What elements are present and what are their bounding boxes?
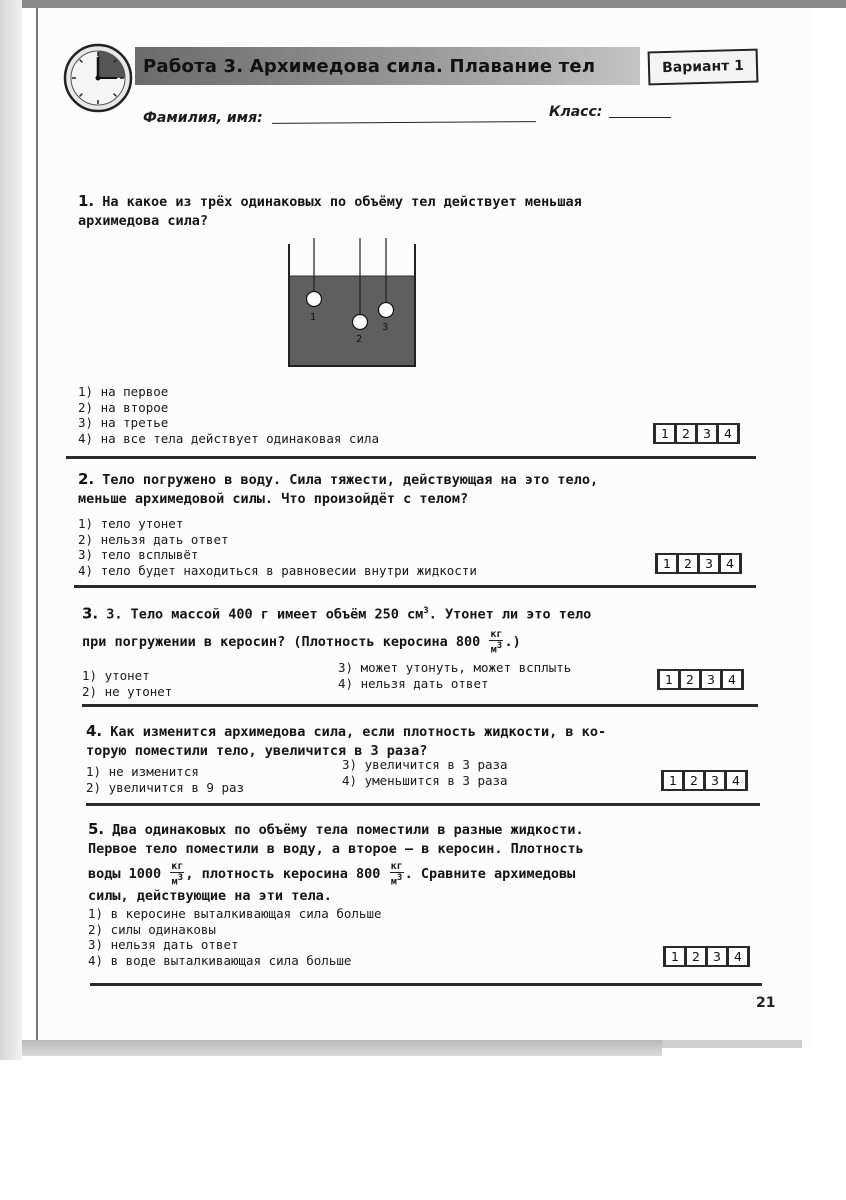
question-line: торую поместили тело, увеличится в 3 раза?	[86, 743, 428, 759]
beaker-figure	[287, 238, 417, 368]
option[interactable]: 3) увеличится в 3 раза	[342, 757, 508, 772]
question-3-options-left	[82, 668, 172, 699]
option[interactable]: 2) на второе	[78, 399, 169, 415]
scan-edge-top	[0, 0, 846, 8]
question-line: Как изменится архимедова сила, если плотность жидкости, в ко-	[110, 724, 607, 740]
option[interactable]: 3) тело всплывёт	[78, 547, 199, 562]
answer-cell[interactable]: 2	[679, 555, 697, 572]
answer-cell[interactable]: 4	[723, 671, 741, 688]
option[interactable]: 4) в воде выталкивающая сила больше	[88, 952, 352, 968]
question-3-options-right	[338, 660, 571, 691]
question-line: .)	[504, 633, 521, 650]
figure-label: 1	[310, 312, 317, 323]
answer-cell[interactable]: 2	[681, 671, 699, 688]
question-line: 3. Тело массой 400 г имеет объём 250 см	[106, 606, 424, 623]
option[interactable]: 3) может утонуть, может всплыть	[338, 660, 572, 675]
question-number: 2.	[78, 470, 95, 488]
question-1-text	[78, 192, 582, 231]
answer-cell[interactable]: 2	[677, 425, 695, 442]
question-number: 1.	[78, 192, 95, 210]
variant-badge: Вариант 1	[648, 49, 759, 86]
unit-denominator: м	[171, 876, 178, 888]
option[interactable]: 2) нельзя дать ответ	[78, 531, 229, 547]
figure-label: 3	[382, 322, 389, 333]
answer-cell[interactable]: 4	[727, 772, 745, 789]
option[interactable]: 1) на первое	[78, 384, 169, 399]
figure-label: 2	[356, 334, 363, 345]
question-3-text	[82, 602, 591, 655]
question-4-options-right	[342, 757, 508, 788]
question-5-text	[88, 820, 584, 906]
answer-cell[interactable]: 3	[700, 555, 718, 572]
option[interactable]: 2) силы одинаковы	[88, 921, 216, 937]
option[interactable]: 1) утонет	[82, 668, 150, 683]
divider	[74, 585, 756, 588]
answer-cell[interactable]: 3	[706, 772, 724, 789]
answer-cell[interactable]: 3	[702, 671, 720, 688]
scan-edge-bottom-right	[662, 1040, 802, 1048]
question-number: 3.	[82, 604, 99, 623]
unit-numerator: кг	[490, 628, 503, 640]
answer-cell[interactable]: 3	[708, 948, 726, 965]
question-line: при погружении в керосин? (Плотность керосина 800	[82, 633, 481, 650]
unit-denominator: м	[490, 643, 497, 655]
question-line: , плотность керосина 800	[185, 866, 381, 883]
option[interactable]: 4) нельзя дать ответ	[338, 675, 489, 691]
superscript: 3	[423, 606, 429, 616]
question-line: На какое из трёх одинаковых по объёму тел действует меньшая	[102, 194, 582, 210]
answer-cell[interactable]: 3	[698, 425, 716, 442]
question-4-text	[86, 722, 606, 761]
scan-edge-left	[0, 0, 22, 1060]
question-line: воды 1000	[88, 866, 162, 883]
answer-cell[interactable]: 4	[729, 948, 747, 965]
class-label: Класс:	[549, 104, 603, 120]
answer-cell[interactable]: 2	[685, 772, 703, 789]
answer-box-q1[interactable]	[653, 423, 740, 444]
unit-fraction	[390, 861, 404, 887]
page-number: 21	[756, 995, 776, 1011]
question-number: 4.	[86, 722, 103, 740]
question-line: . Сравните архимедовы	[404, 866, 576, 883]
answer-box-q5[interactable]	[663, 946, 750, 967]
answer-cell[interactable]: 4	[719, 425, 737, 442]
answer-box-q3[interactable]	[657, 669, 744, 690]
question-line: силы, действующие на эти тела.	[88, 888, 332, 905]
question-2-text	[78, 470, 598, 509]
name-label: Фамилия, имя:	[143, 110, 263, 126]
class-field[interactable]	[609, 117, 671, 118]
unit-numerator: кг	[171, 861, 184, 872]
option[interactable]: 1) тело утонет	[78, 516, 184, 531]
question-2-options	[78, 516, 477, 578]
superscript: 3	[177, 873, 184, 883]
option[interactable]: 2) не утонет	[82, 683, 173, 699]
option[interactable]: 1) в керосине выталкивающая сила больше	[88, 906, 382, 921]
option[interactable]: 3) на третье	[78, 415, 169, 430]
question-4-options-left	[86, 764, 244, 795]
superscript: 3	[496, 640, 503, 651]
unit-denominator: м	[390, 876, 397, 888]
page-fold	[36, 8, 38, 1048]
answer-cell[interactable]: 1	[658, 555, 676, 572]
unit-fraction	[170, 861, 184, 887]
option[interactable]: 2) увеличится в 9 раз	[86, 779, 245, 795]
scan-edge-bottom	[22, 1040, 662, 1056]
answer-cell[interactable]: 1	[664, 772, 682, 789]
question-line: меньше архимедовой силы. Что произойдёт с телом?	[78, 491, 469, 507]
question-line: Первое тело поместили в воду, а второе — в керосин. Плотность	[88, 841, 584, 857]
title-bar	[135, 47, 640, 85]
option[interactable]: 4) тело будет находиться в равновесии внутри жидкости	[78, 562, 477, 578]
divider	[86, 803, 760, 806]
question-line: . Утонет ли это тело	[428, 606, 592, 623]
divider	[90, 983, 762, 986]
option[interactable]: 4) на все тела действует одинаковая сила	[78, 430, 380, 446]
divider	[66, 456, 756, 459]
answer-cell[interactable]: 1	[656, 425, 674, 442]
divider	[82, 704, 758, 707]
answer-cell[interactable]: 1	[666, 948, 684, 965]
unit-numerator: кг	[390, 861, 403, 872]
answer-cell[interactable]: 2	[687, 948, 705, 965]
clock-icon	[63, 43, 133, 113]
worksheet-title: Работа 3. Архимедова сила. Плавание тел	[143, 55, 596, 77]
answer-cell[interactable]: 4	[721, 555, 739, 572]
question-number: 5.	[88, 820, 105, 838]
answer-box-q2[interactable]	[655, 553, 742, 574]
question-line: Два одинаковых по объёму тела поместили в разные жидкости.	[112, 822, 584, 838]
question-1-options	[78, 384, 379, 446]
answer-cell[interactable]: 1	[660, 671, 678, 688]
option[interactable]: 1) не изменится	[86, 764, 199, 779]
question-5-options	[88, 906, 382, 968]
question-line: архимедова сила?	[78, 213, 209, 229]
option[interactable]: 4) уменьшится в 3 раза	[342, 772, 508, 788]
superscript: 3	[396, 873, 403, 883]
option[interactable]: 3) нельзя дать ответ	[88, 937, 239, 952]
unit-fraction	[489, 629, 503, 655]
question-line: Тело погружено в воду. Сила тяжести, действующая на это тело,	[102, 472, 599, 488]
answer-box-q4[interactable]	[661, 770, 748, 791]
